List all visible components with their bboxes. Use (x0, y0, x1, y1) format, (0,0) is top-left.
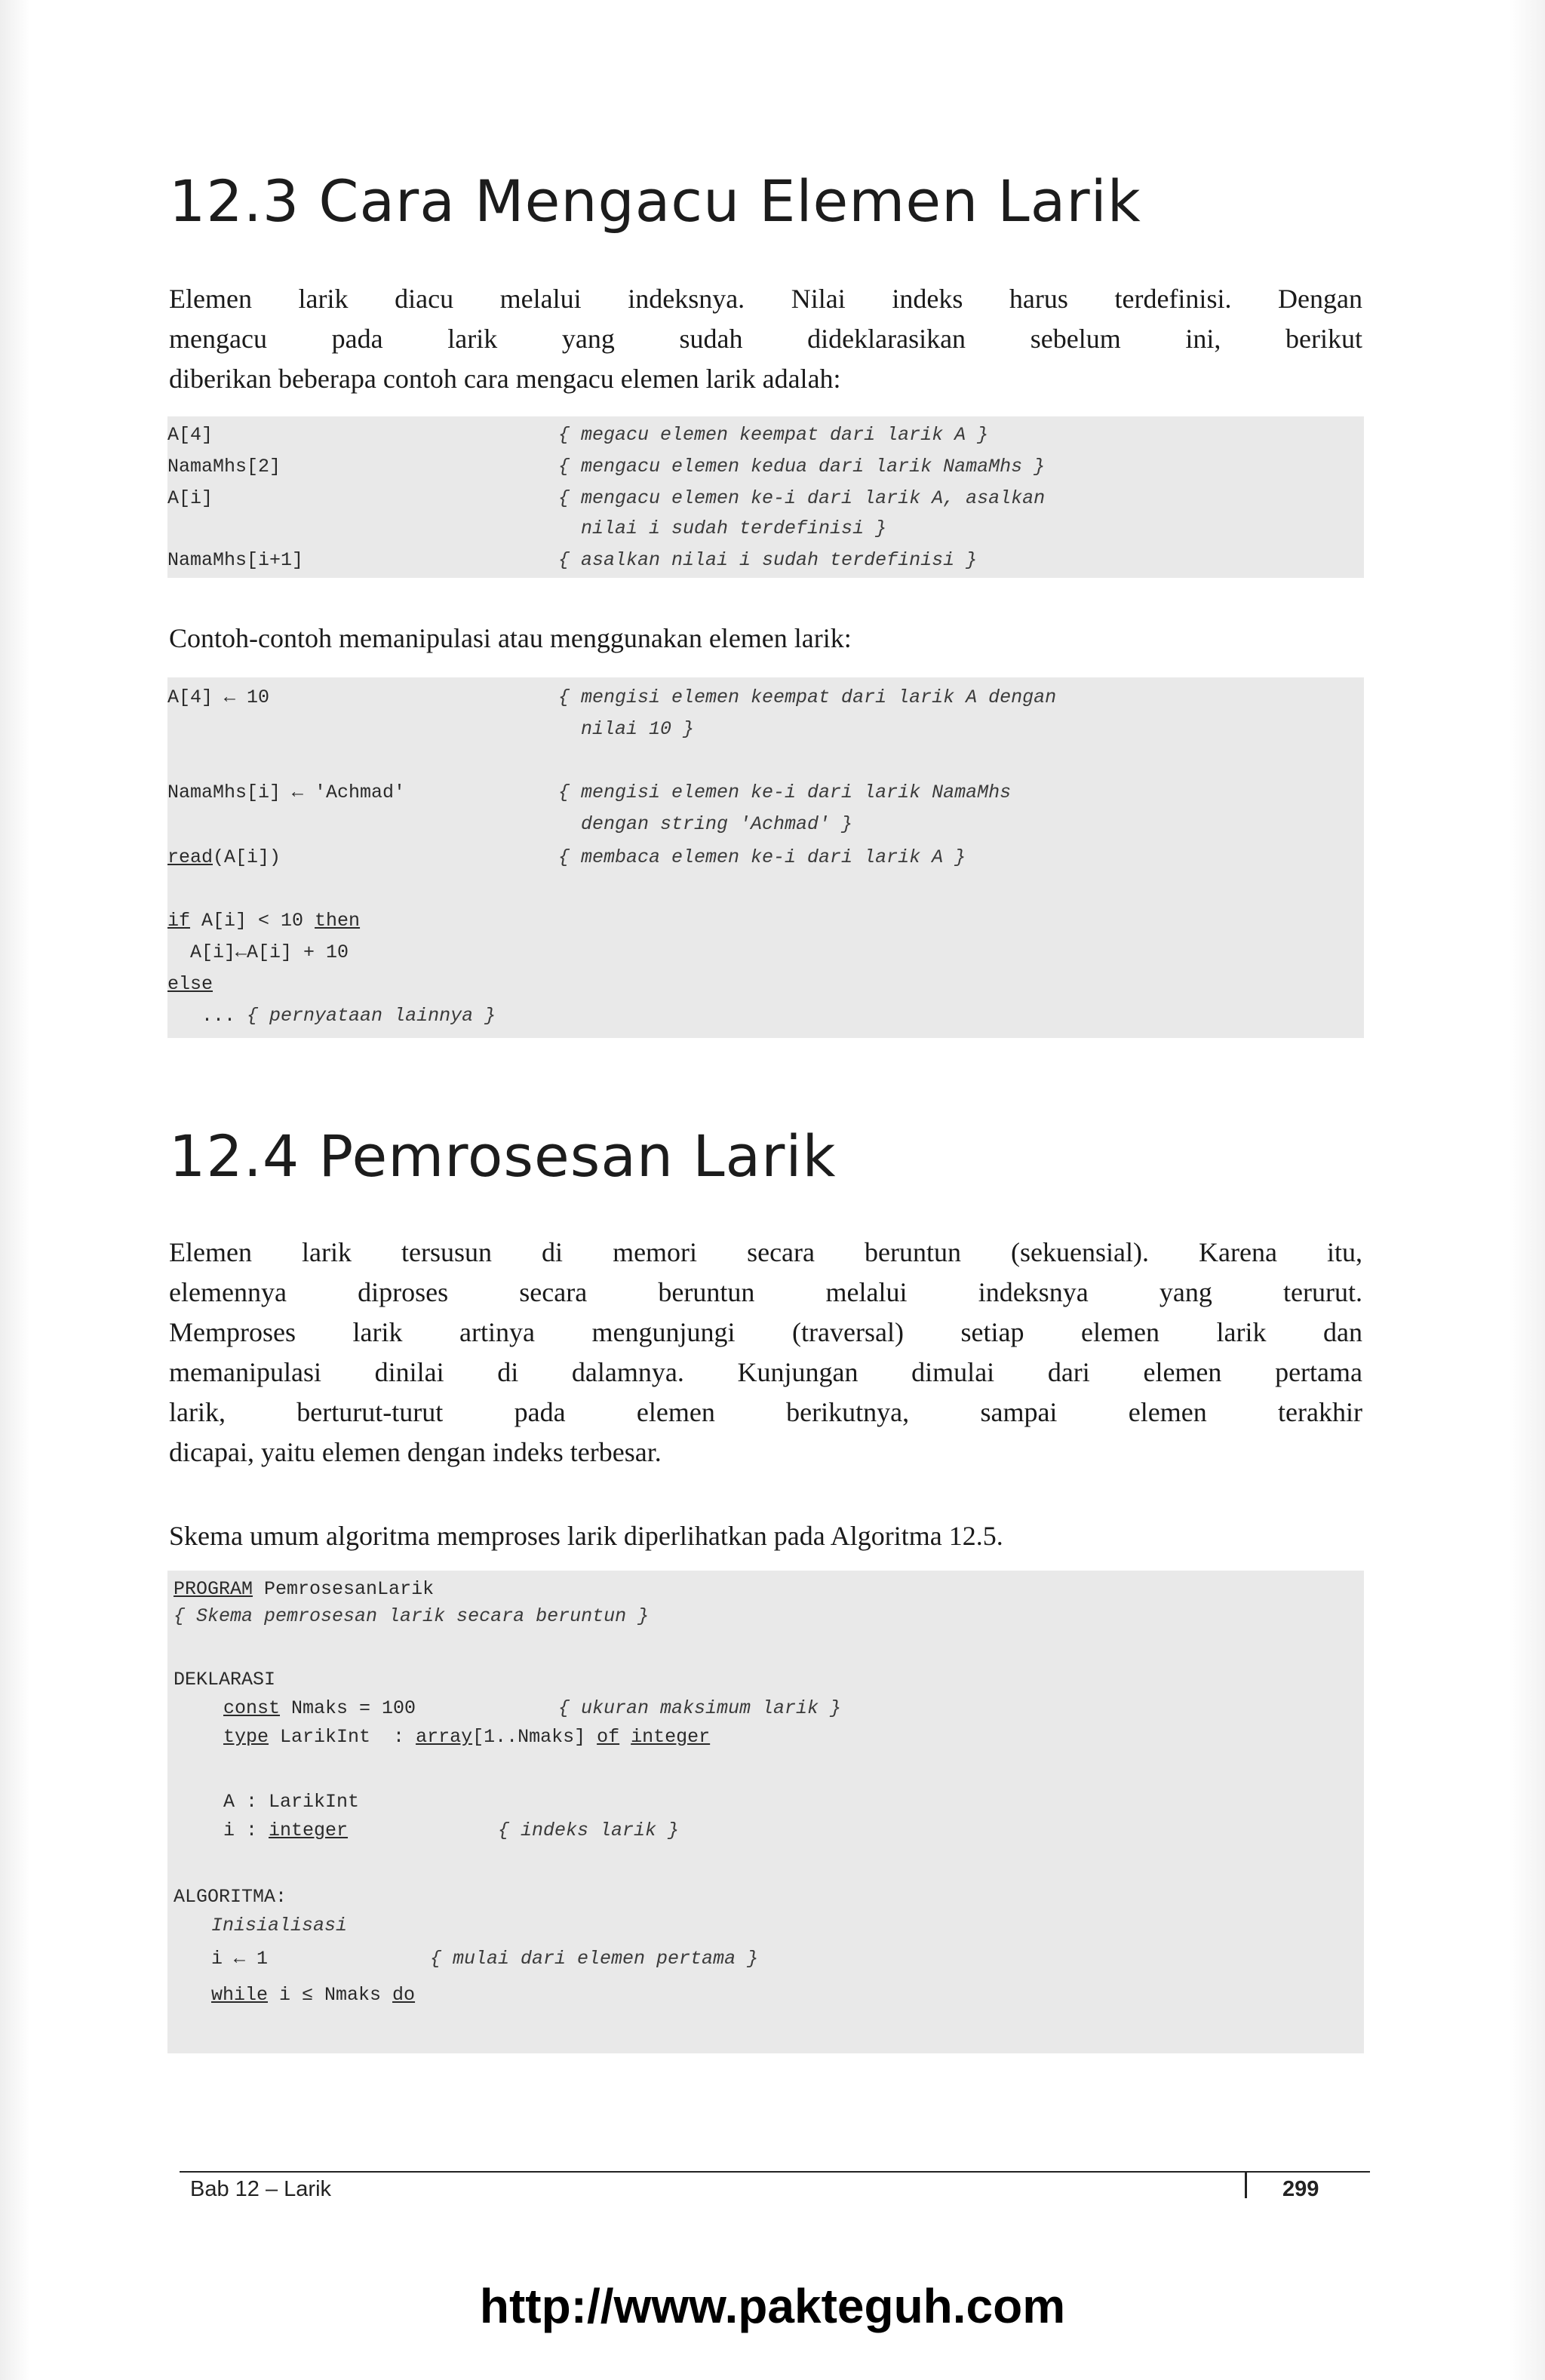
code-comment: { indeks larik } (498, 1820, 680, 1841)
keyword-if: if (167, 910, 191, 932)
code-statement (167, 846, 281, 868)
code-comment: { pernyataan lainnya } (247, 1005, 496, 1027)
code-comment: { membaca elemen ke-i dari larik A } (558, 846, 966, 868)
paragraph-line: Memproses larik artinya mengunjungi (traversal) setiap elemen larik dan (169, 1317, 1362, 1347)
intro-line: diberikan beberapa contoh cara mengacu elemen larik adalah: (169, 364, 841, 394)
footer-chapter: Bab 12 – Larik (190, 2177, 332, 2201)
array-range: [1..Nmaks] (472, 1726, 597, 1748)
paragraph-line: elemennya diproses secara beruntun melalui indeksnya yang terurut. (169, 1277, 1362, 1307)
code-args: (A[i]) (213, 846, 281, 868)
const-definition: Nmaks = 100 (280, 1697, 416, 1719)
section-heading-12-3: 12.3 Cara Mengacu Elemen Larik (169, 167, 1141, 235)
code-while-line (211, 1984, 415, 2006)
manipulation-intro: Contoh-contoh memanipulasi atau menggunakan elemen larik: (169, 623, 852, 653)
keyword-integer: integer (631, 1726, 711, 1748)
code-ref: NamaMhs[i+1] (167, 549, 304, 571)
keyword-then: then (315, 910, 361, 932)
var-i-name: i : (223, 1820, 269, 1841)
section-heading-12-4: 12.4 Pemrosesan Larik (169, 1122, 837, 1190)
keyword-read: read (167, 846, 213, 868)
code-comment: { mengisi elemen keempat dari larik A dengan (558, 686, 1057, 708)
code-comment: { megacu elemen keempat dari larik A } (558, 424, 989, 446)
code-block-algorithm-12-5 (167, 1571, 1364, 2053)
paragraph-line: memanipulasi dinilai di dalamnya. Kunjungan dimulai dari elemen pertama (169, 1357, 1362, 1387)
code-statement: A[i]←A[i] + 10 (167, 941, 349, 963)
keyword-algoritma: ALGORITMA: (174, 1886, 287, 1908)
code-var-a: A : LarikInt (223, 1791, 360, 1813)
code-program-line (174, 1578, 434, 1600)
keyword-type: type (223, 1726, 269, 1748)
code-ref: A[4] (167, 424, 213, 446)
code-comment: nilai i sudah terdefinisi } (558, 517, 887, 539)
keyword-array: array (416, 1726, 473, 1748)
code-statement (167, 910, 360, 932)
while-condition: i ≤ Nmaks (268, 1984, 393, 2006)
code-inisialisasi: Inisialisasi (211, 1915, 348, 1936)
program-name: PemrosesanLarik (253, 1578, 435, 1600)
algorithm-reference-paragraph: Skema umum algoritma memproses larik diperlihatkan pada Algoritma 12.5. (169, 1521, 1003, 1551)
code-comment: dengan string 'Achmad' } (558, 813, 853, 835)
code-assignment: i ← 1 (211, 1948, 269, 1970)
code-comment: { mulai dari elemen pertama } (430, 1948, 759, 1970)
footer-rule (180, 2171, 1370, 2173)
keyword-deklarasi: DEKLARASI (174, 1669, 276, 1691)
code-comment: { ukuran maksimum larik } (558, 1697, 842, 1719)
code-comment: { mengacu elemen ke-i dari larik A, asalkan (558, 487, 1046, 509)
processing-paragraph (169, 1233, 1362, 1473)
code-statement: NamaMhs[i] ← 'Achmad' (167, 782, 406, 803)
code-ref: A[i] (167, 487, 213, 509)
keyword-else: else (167, 973, 213, 995)
paragraph-line: Elemen larik tersusun di memori secara beruntun (sekuensial). Karena itu, (169, 1237, 1362, 1267)
keyword-of: of (597, 1726, 620, 1748)
watermark-url: http://www.pakteguh.com (479, 2279, 1066, 2333)
paragraph-line: dicapai, yaitu elemen dengan indeks terbesar. (169, 1437, 662, 1467)
code-var-i (223, 1820, 348, 1841)
code-comment: { mengacu elemen kedua dari larik NamaMhs } (558, 456, 1046, 478)
keyword-program: PROGRAM (174, 1578, 253, 1600)
code-statement (167, 1005, 496, 1027)
keyword-while: while (211, 1984, 269, 2006)
code-const-line (223, 1697, 416, 1719)
code-comment: nilai 10 } (558, 718, 695, 740)
keyword-const: const (223, 1697, 281, 1719)
page-number: 299 (1282, 2177, 1319, 2201)
code-statement: A[4] ← 10 (167, 686, 270, 708)
code-type-line (223, 1726, 710, 1748)
type-name: LarikInt : (269, 1726, 416, 1748)
code-comment: { Skema pemrosesan larik secara beruntun } (174, 1605, 650, 1627)
code-ref: NamaMhs[2] (167, 456, 281, 478)
keyword-do: do (392, 1984, 416, 2006)
paragraph-line: larik, berturut-turut pada elemen berikutnya, sampai elemen terakhir (169, 1397, 1362, 1427)
keyword-integer: integer (269, 1820, 349, 1841)
intro-paragraph (169, 279, 1362, 399)
intro-line: Elemen larik diacu melalui indeksnya. Nilai indeks harus terdefinisi. Dengan (169, 284, 1362, 314)
code-block-manipulation-examples (167, 677, 1364, 1038)
code-ellipsis: ... (167, 1005, 236, 1027)
intro-line: mengacu pada larik yang sudah dideklarasikan sebelum ini, berikut (169, 324, 1362, 354)
footer-divider (1245, 2173, 1247, 2198)
code-block-reference-examples (167, 416, 1364, 578)
code-comment: { mengisi elemen ke-i dari larik NamaMhs (558, 782, 1012, 803)
code-comment: { asalkan nilai i sudah terdefinisi } (558, 549, 978, 571)
code-condition: A[i] < 10 (190, 910, 315, 932)
